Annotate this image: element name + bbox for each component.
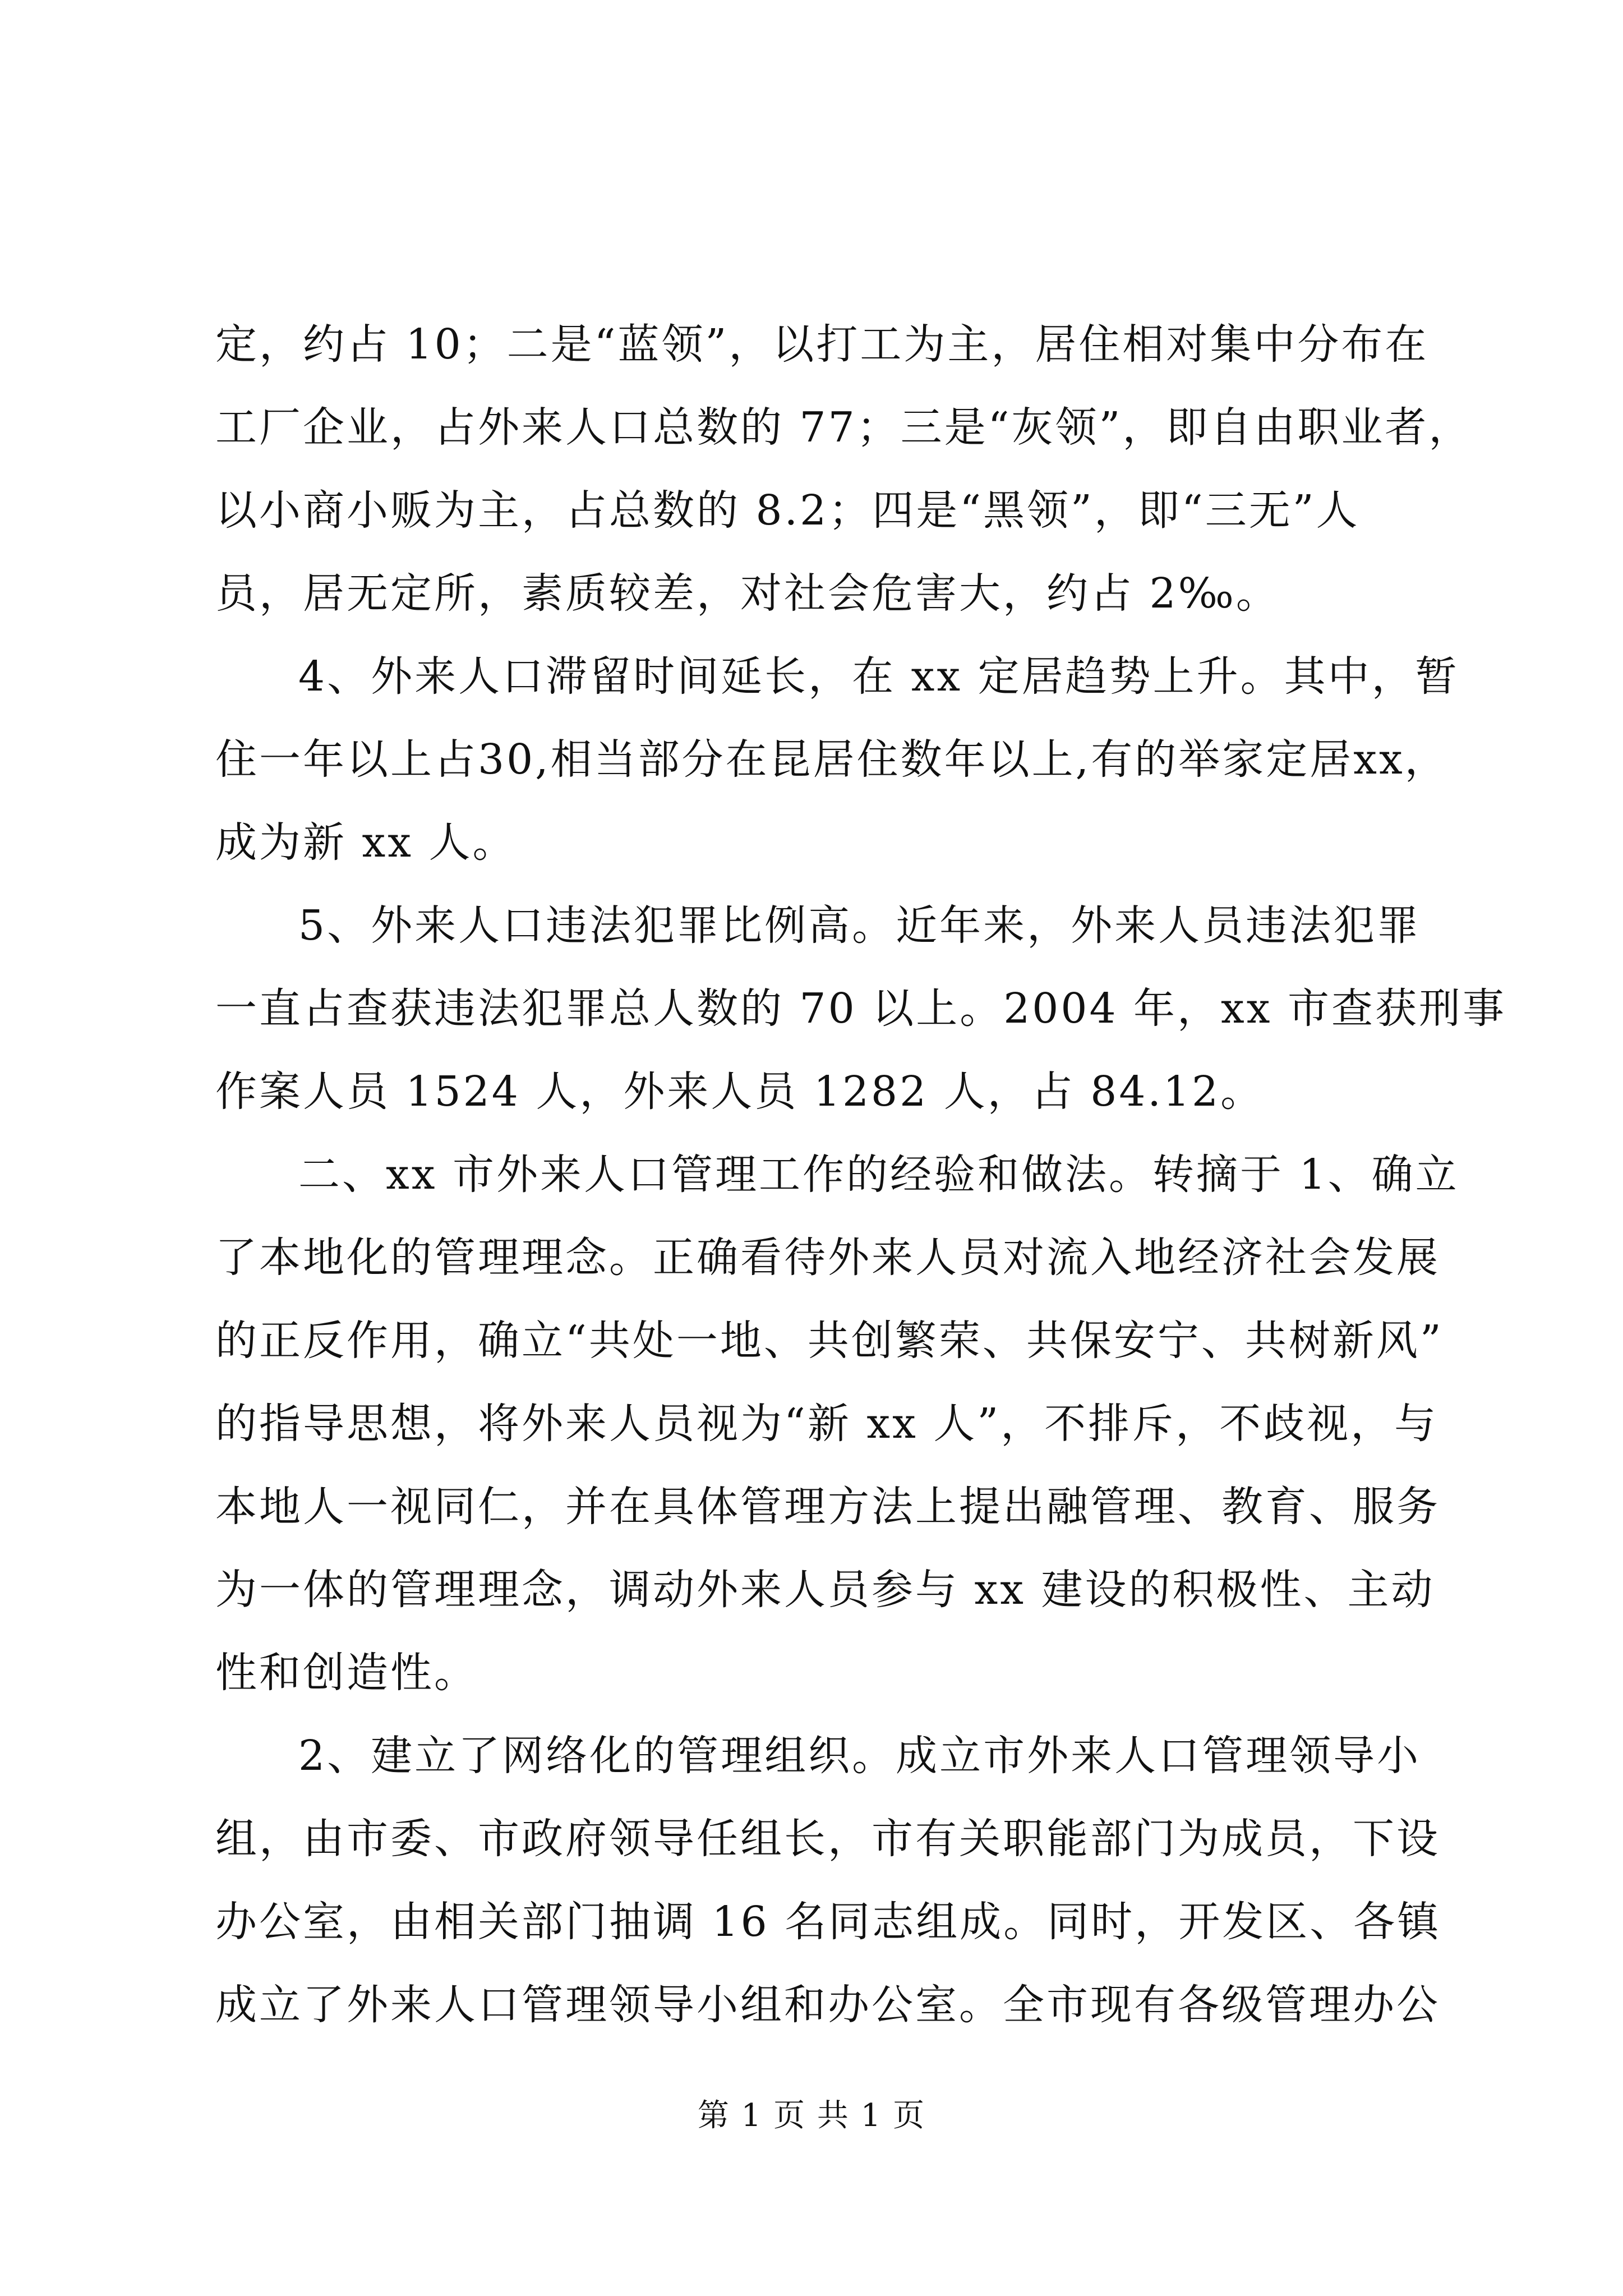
paragraph-line: 本地人一视同仁，并在具体管理方法上提出融管理、教育、服务	[215, 1483, 1440, 1531]
paragraph-line: 住一年以上占30,相当部分在昆居住数年以上,有的举家定居xx，	[215, 735, 1449, 784]
paragraph-line: 定，约占 10；二是“蓝领”，以打工为主，居住相对集中分布在	[215, 320, 1429, 369]
document-body	[215, 303, 1507, 2046]
paragraph-line: 组，由市委、市政府领导任组长，市有关职能部门为成员，下设	[215, 1815, 1440, 1863]
page-footer: 第 1 页 共 1 页	[697, 2097, 926, 2134]
paragraph-line: 以小商小贩为主，占总数的 8.2；四是“黑领”，即“三无”人	[215, 486, 1360, 535]
paragraph-line: 5、外来人口违法犯罪比例高。近年来，外来人员违法犯罪	[298, 901, 1421, 950]
paragraph-line: 性和创造性。	[215, 1649, 478, 1697]
paragraph-line: 成立了外来人口管理领导小组和办公室。全市现有各级管理办公	[215, 1981, 1440, 2029]
paragraph-line: 二、xx 市外来人口管理工作的经验和做法。转摘于 1、确立	[298, 1151, 1459, 1199]
paragraph-line: 的指导思想，将外来人员视为“新 xx 人”，不排斥，不歧视，与	[215, 1400, 1438, 1448]
paragraph-line: 成为新 xx 人。	[215, 818, 517, 867]
paragraph-line: 作案人员 1524 人，外来人员 1282 人，占 84.12。	[215, 1068, 1265, 1116]
paragraph-line: 4、外来人口滞留时间延长，在 xx 定居趋势上升。其中，暂	[298, 652, 1459, 701]
paragraph-line: 2、建立了网络化的管理组织。成立市外来人口管理领导小	[298, 1732, 1421, 1780]
paragraph-line: 为一体的管理理念，调动外来人员参与 xx 建设的积极性、主动	[215, 1566, 1435, 1614]
paragraph-line: 员，居无定所，素质较差，对社会危害大，约占 2‰。	[215, 569, 1280, 618]
paragraph-line: 的正反作用，确立“共处一地、共创繁荣、共保安宁、共树新风”	[215, 1317, 1444, 1365]
paragraph-line: 工厂企业，占外来人口总数的 77；三是“灰领”，即自由职业者，	[215, 403, 1473, 452]
paragraph-line: 办公室，由相关部门抽调 16 名同志组成。同时，开发区、各镇	[215, 1898, 1441, 1946]
paragraph-line: 一直占查获违法犯罪总人数的 70 以上。2004 年，xx 市查获刑事	[215, 984, 1507, 1033]
paragraph-line: 了本地化的管理理念。正确看待外来人员对流入地经济社会发展	[215, 1234, 1440, 1282]
